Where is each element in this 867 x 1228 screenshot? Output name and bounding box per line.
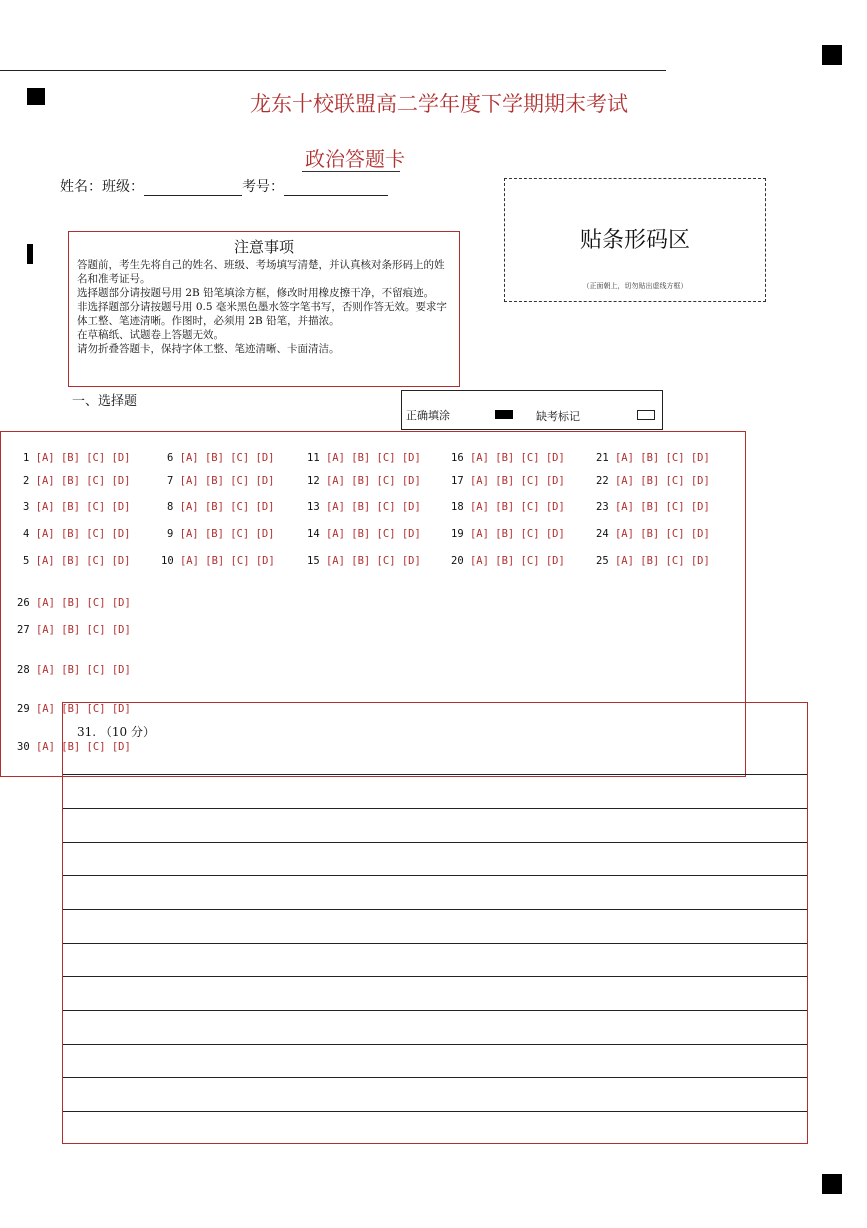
- question-row[interactable]: 6 [A] [B] [C] [D]: [167, 452, 275, 464]
- question-row[interactable]: 24 [A] [B] [C] [D]: [596, 528, 710, 540]
- answer-line: [63, 1077, 807, 1078]
- question-row[interactable]: 21 [A] [B] [C] [D]: [596, 452, 710, 464]
- question-row[interactable]: 16 [A] [B] [C] [D]: [451, 452, 565, 464]
- answer-line: [63, 1010, 807, 1011]
- question-row[interactable]: 15 [A] [B] [C] [D]: [307, 555, 421, 567]
- page-subtitle: 政治答题卡: [305, 147, 405, 171]
- question-row[interactable]: 9 [A] [B] [C] [D]: [167, 528, 275, 540]
- question-row[interactable]: 22 [A] [B] [C] [D]: [596, 475, 710, 487]
- notice-box: [68, 231, 460, 387]
- answer-line: [63, 909, 807, 910]
- question-row[interactable]: 20 [A] [B] [C] [D]: [451, 555, 565, 567]
- barcode-area: [504, 178, 766, 302]
- question-31-label: 31. （10 分）: [77, 725, 155, 739]
- registration-mark-bottom-right: [822, 1174, 842, 1194]
- name-label: 姓名：: [60, 179, 102, 195]
- exam-no-label: 考号：: [242, 179, 284, 195]
- question-row[interactable]: 13 [A] [B] [C] [D]: [307, 501, 421, 513]
- student-info-row: [60, 176, 388, 196]
- notice-line: 非选择题部分请按题号用 0.5 毫米黑色墨水签字笔书写，否则作答无效。要求字体工整、笔迹清晰。作图时，必须用 2B 铅笔，并描浓。: [77, 301, 447, 327]
- question-row[interactable]: 5 [A] [B] [C] [D]: [23, 555, 131, 567]
- barcode-note: （正面朝上，切勿贴出虚线方框）: [582, 282, 688, 290]
- question-row[interactable]: 28 [A] [B] [C] [D]: [17, 664, 131, 676]
- question-row[interactable]: 29 [A] [B] [C] [D]: [17, 703, 131, 715]
- question-row[interactable]: 2 [A] [B] [C] [D]: [23, 475, 131, 487]
- notice-line: 在草稿纸、试题卷上答题无效。: [77, 329, 224, 341]
- answer-line: [63, 943, 807, 944]
- question-row[interactable]: 12 [A] [B] [C] [D]: [307, 475, 421, 487]
- question-row[interactable]: 4 [A] [B] [C] [D]: [23, 528, 131, 540]
- question-row[interactable]: 14 [A] [B] [C] [D]: [307, 528, 421, 540]
- essay-answer-area[interactable]: [62, 702, 808, 1144]
- page-title: 龙东十校联盟高二学年度下学期期末考试: [250, 92, 628, 116]
- exam-no-field[interactable]: [284, 181, 388, 196]
- question-row[interactable]: 7 [A] [B] [C] [D]: [167, 475, 275, 487]
- answer-line: [63, 976, 807, 977]
- notice-title: 注意事项: [233, 238, 294, 256]
- question-row[interactable]: 11 [A] [B] [C] [D]: [307, 452, 421, 464]
- registration-mark-left-small: [27, 244, 33, 264]
- class-field[interactable]: [144, 181, 242, 196]
- registration-mark-left: [27, 88, 45, 105]
- question-row[interactable]: 30 [A] [B] [C] [D]: [17, 741, 131, 753]
- top-rule: [0, 70, 666, 71]
- notice-line: 请勿折叠答题卡，保持字体工整、笔迹清晰、卡面清洁。: [77, 343, 340, 355]
- correct-fill-label: 正确填涂: [406, 409, 450, 422]
- registration-mark-top-right: [822, 45, 842, 65]
- fill-legend: [401, 390, 663, 430]
- question-row[interactable]: 8 [A] [B] [C] [D]: [167, 501, 275, 513]
- notice-line: 选择题部分请按题号用 2B 铅笔填涂方框，修改时用橡皮擦干净，不留痕迹。: [77, 287, 435, 299]
- question-row[interactable]: 26 [A] [B] [C] [D]: [17, 597, 131, 609]
- notice-lines: [77, 258, 453, 356]
- section-label: 一、选择题: [72, 394, 138, 409]
- absent-mark-checkbox[interactable]: [637, 410, 655, 420]
- subtitle-underline: [302, 171, 400, 172]
- question-row[interactable]: 23 [A] [B] [C] [D]: [596, 501, 710, 513]
- notice-line: 答题前，考生先将自己的姓名、班级、考场填写清楚，并认真核对条形码上的姓名和准考证号。: [77, 259, 445, 285]
- correct-fill-swatch: [495, 410, 513, 419]
- question-row[interactable]: 18 [A] [B] [C] [D]: [451, 501, 565, 513]
- answer-line: [63, 808, 807, 809]
- question-row[interactable]: 3 [A] [B] [C] [D]: [23, 501, 131, 513]
- question-row[interactable]: 27 [A] [B] [C] [D]: [17, 624, 131, 636]
- question-row[interactable]: 10 [A] [B] [C] [D]: [161, 555, 275, 567]
- question-row[interactable]: 1 [A] [B] [C] [D]: [23, 452, 131, 464]
- absent-mark-label: 缺考标记: [536, 410, 580, 423]
- answer-line: [63, 842, 807, 843]
- barcode-title: 贴条形码区: [579, 228, 690, 253]
- answer-line: [63, 774, 807, 775]
- question-row[interactable]: 17 [A] [B] [C] [D]: [451, 475, 565, 487]
- answer-line: [63, 1111, 807, 1112]
- question-row[interactable]: 25 [A] [B] [C] [D]: [596, 555, 710, 567]
- answer-line: [63, 1044, 807, 1045]
- question-row[interactable]: 19 [A] [B] [C] [D]: [451, 528, 565, 540]
- class-label: 班级：: [102, 179, 144, 195]
- answer-line: [63, 875, 807, 876]
